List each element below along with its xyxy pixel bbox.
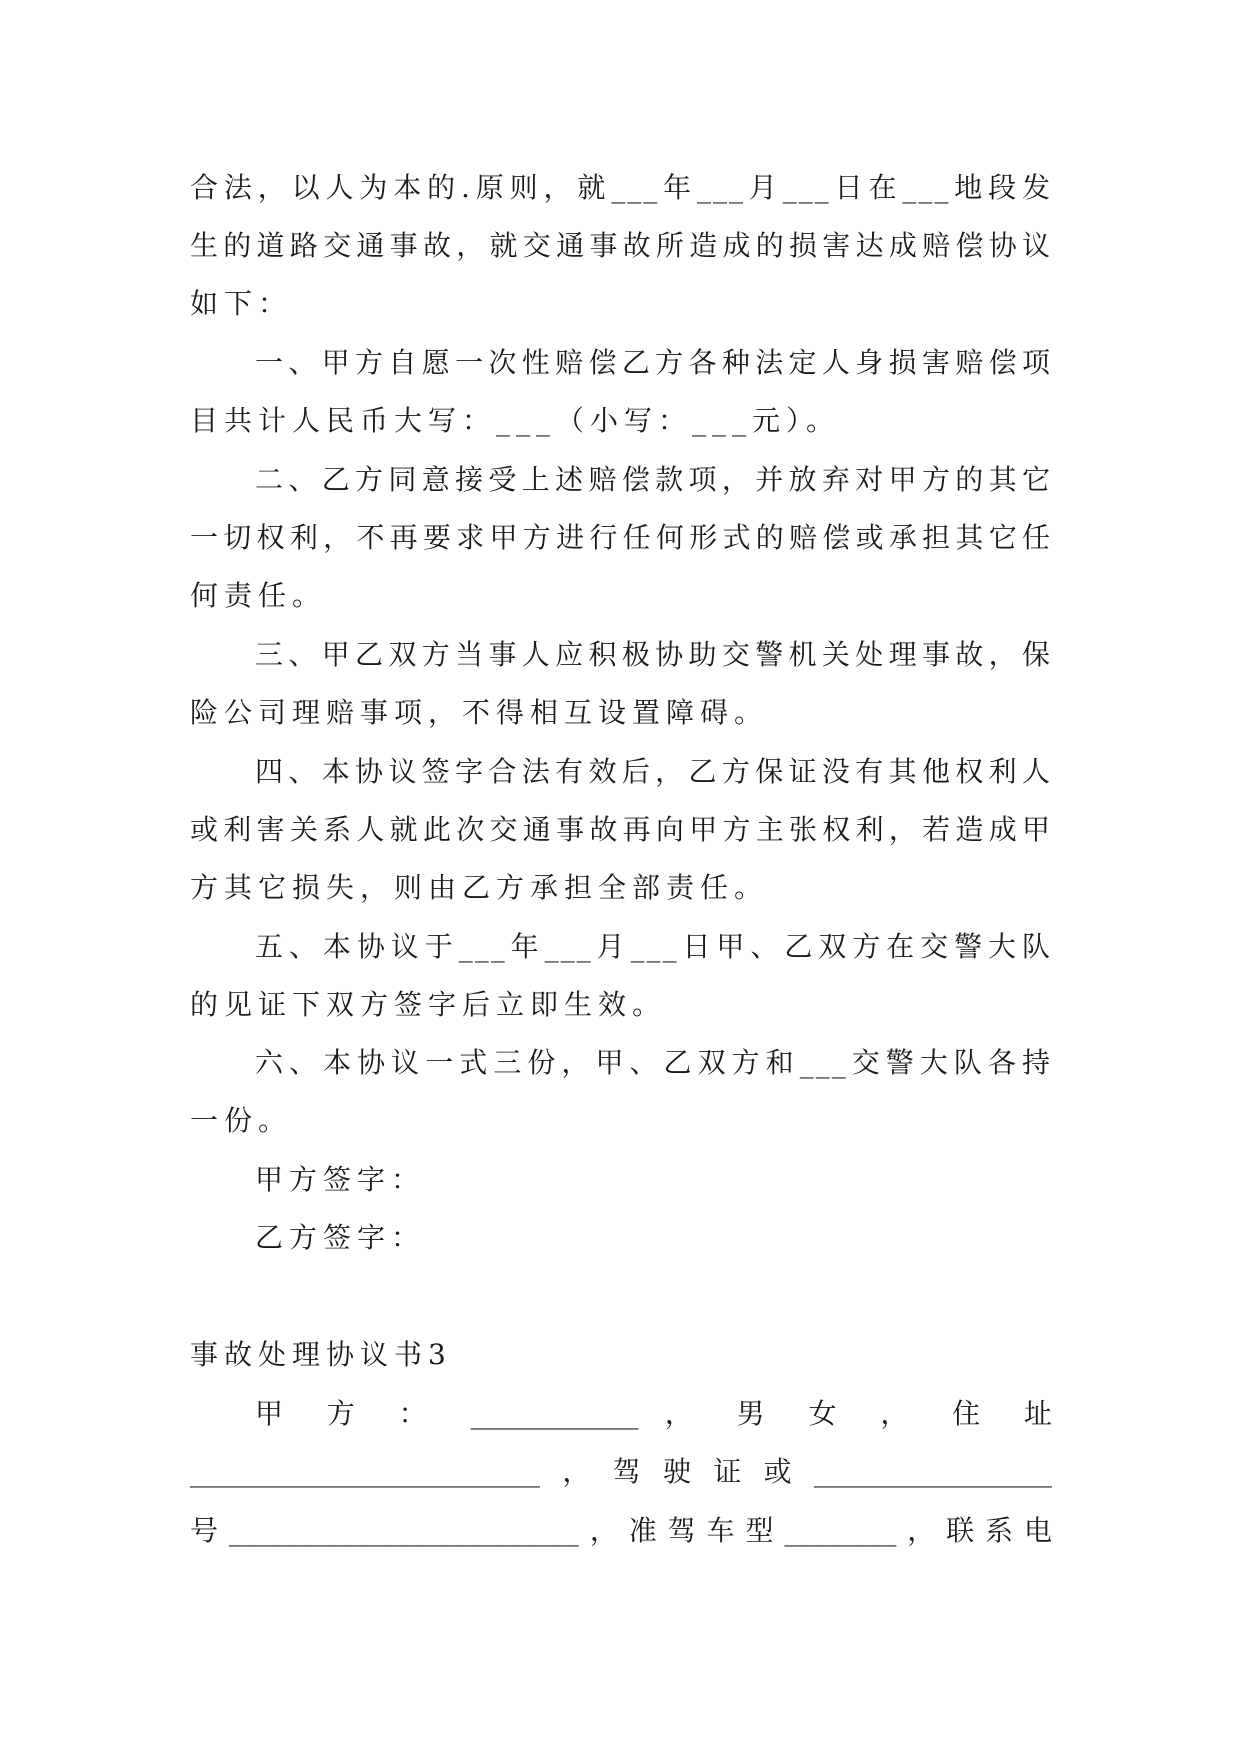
clause-two-line: 一切权利，不再要求甲方进行任何形式的赔偿或承担其它任 (190, 521, 1052, 554)
clause-three-line: 三、甲乙双方当事人应积极协助交警机关处理事故，保 (255, 638, 1052, 671)
clause-four-line: 方其它损失，则由乙方承担全部责任。 (190, 871, 769, 904)
text-line: 生的道路交通事故，就交通事故所造成的损害达成赔偿协议 (190, 229, 1052, 262)
party-a-signature-label: 甲方签字： (255, 1163, 426, 1196)
clause-two-line: 二、乙方同意接受上述赔偿款项，并放弃对甲方的其它 (255, 463, 1052, 496)
clause-four-line: 四、本协议签字合法有效后，乙方保证没有其他权利人 (255, 755, 1052, 788)
party-b-signature-label: 乙方签字： (255, 1221, 426, 1254)
clause-one-line: 目共计人民币大写：___（小写：___元）。 (190, 404, 841, 437)
section-heading: 事故处理协议书3 (190, 1338, 452, 1371)
clause-three-line: 险公司理赔事项，不得相互设置障碍。 (190, 696, 769, 729)
text-line: 合法，以人为本的.原则，就___年___月___日在___地段发 (190, 171, 1052, 204)
clause-four-line: 或利害关系人就此次交通事故再向甲方主张权利，若造成甲 (190, 813, 1052, 846)
clause-six-line: 一份。 (190, 1104, 293, 1137)
party-a-info-line: 号_________________________，准驾车型________，联系电 (190, 1514, 1052, 1547)
clause-two-line: 何责任。 (190, 579, 327, 612)
clause-six-line: 六、本协议一式三份，甲、乙双方和___交警大队各持 (255, 1046, 1052, 1079)
party-a-info-line: 甲 方 ： ____________ ， 男 女 ， 住 址 (255, 1397, 1052, 1430)
clause-five-line: 的见证下双方签字后立即生效。 (190, 988, 667, 1021)
clause-one-line: 一、甲方自愿一次性赔偿乙方各种法定人身损害赔偿项 (255, 346, 1052, 379)
party-a-info-line: _________________________，驾驶证或_________________ (190, 1455, 1052, 1488)
text-line: 如下： (190, 287, 293, 320)
clause-five-line: 五、本协议于___年___月___日甲、乙双方在交警大队 (255, 930, 1052, 963)
